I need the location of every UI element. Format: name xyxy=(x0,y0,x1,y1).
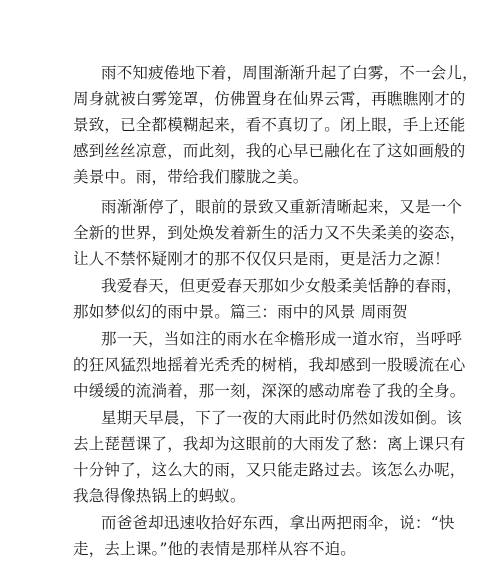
text-line: 走，去上课。”他的表情是那样从容不迫。 xyxy=(73,540,356,558)
text-line: 周身就被白雾笼罩，仿佛置身在仙界云霄，再瞧瞧刚才的 xyxy=(73,90,466,108)
text-line: 那一天，当如注的雨水在伞檐形成一道水帘，当呼呼 xyxy=(101,330,463,348)
text-line: 十分钟了，这么大的雨，又只能走路过去。该怎么办呢， xyxy=(73,461,466,479)
text-line: 感到丝丝凉意，而此刻，我的心早已融化在了这如画般的 xyxy=(73,142,466,160)
text-line: 而爸爸却迅速收拾好东西，拿出两把雨伞，说：“快 xyxy=(101,514,455,532)
text-line: 让人不禁怀疑刚才的那不仅仅只是雨，更是活力之源！ xyxy=(73,250,450,268)
text-line: 我急得像热锅上的蚂蚁。 xyxy=(73,487,246,505)
text-line: 全新的世界，到处焕发着新生的活力又不失柔美的姿态， xyxy=(73,224,466,242)
text-line: 景致，已全都模糊起来，看不真切了。闭上眼，手上还能 xyxy=(73,116,466,134)
text-line: 雨渐渐停了，眼前的景致又重新清晰起来，又是一个 xyxy=(101,198,463,216)
text-line: 的狂风猛烈地摇着光秃秃的树梢，我却感到一股暖流在心 xyxy=(73,356,466,374)
text-line: 雨不知疲倦地下着，周围渐渐升起了白雾，不一会儿， xyxy=(101,64,478,82)
text-line: 去上琵琶课了，我却为这眼前的大雨发了愁：离上课只有 xyxy=(73,435,466,453)
text-line: 我爱春天，但更爱春天那如少女般柔美恬静的春雨， xyxy=(101,277,463,295)
text-line: 那如梦似幻的雨中景。篇三：雨中的风景 周雨贺 xyxy=(73,303,408,321)
text-line: 中缓缓的流淌着，那一刻，深深的感动席卷了我的全身。 xyxy=(73,382,466,400)
text-line: 美景中。雨，带给我们朦胧之美。 xyxy=(73,168,309,186)
text-line: 星期天早晨，下了一夜的大雨此时仍然如泼如倒。该 xyxy=(101,409,463,427)
